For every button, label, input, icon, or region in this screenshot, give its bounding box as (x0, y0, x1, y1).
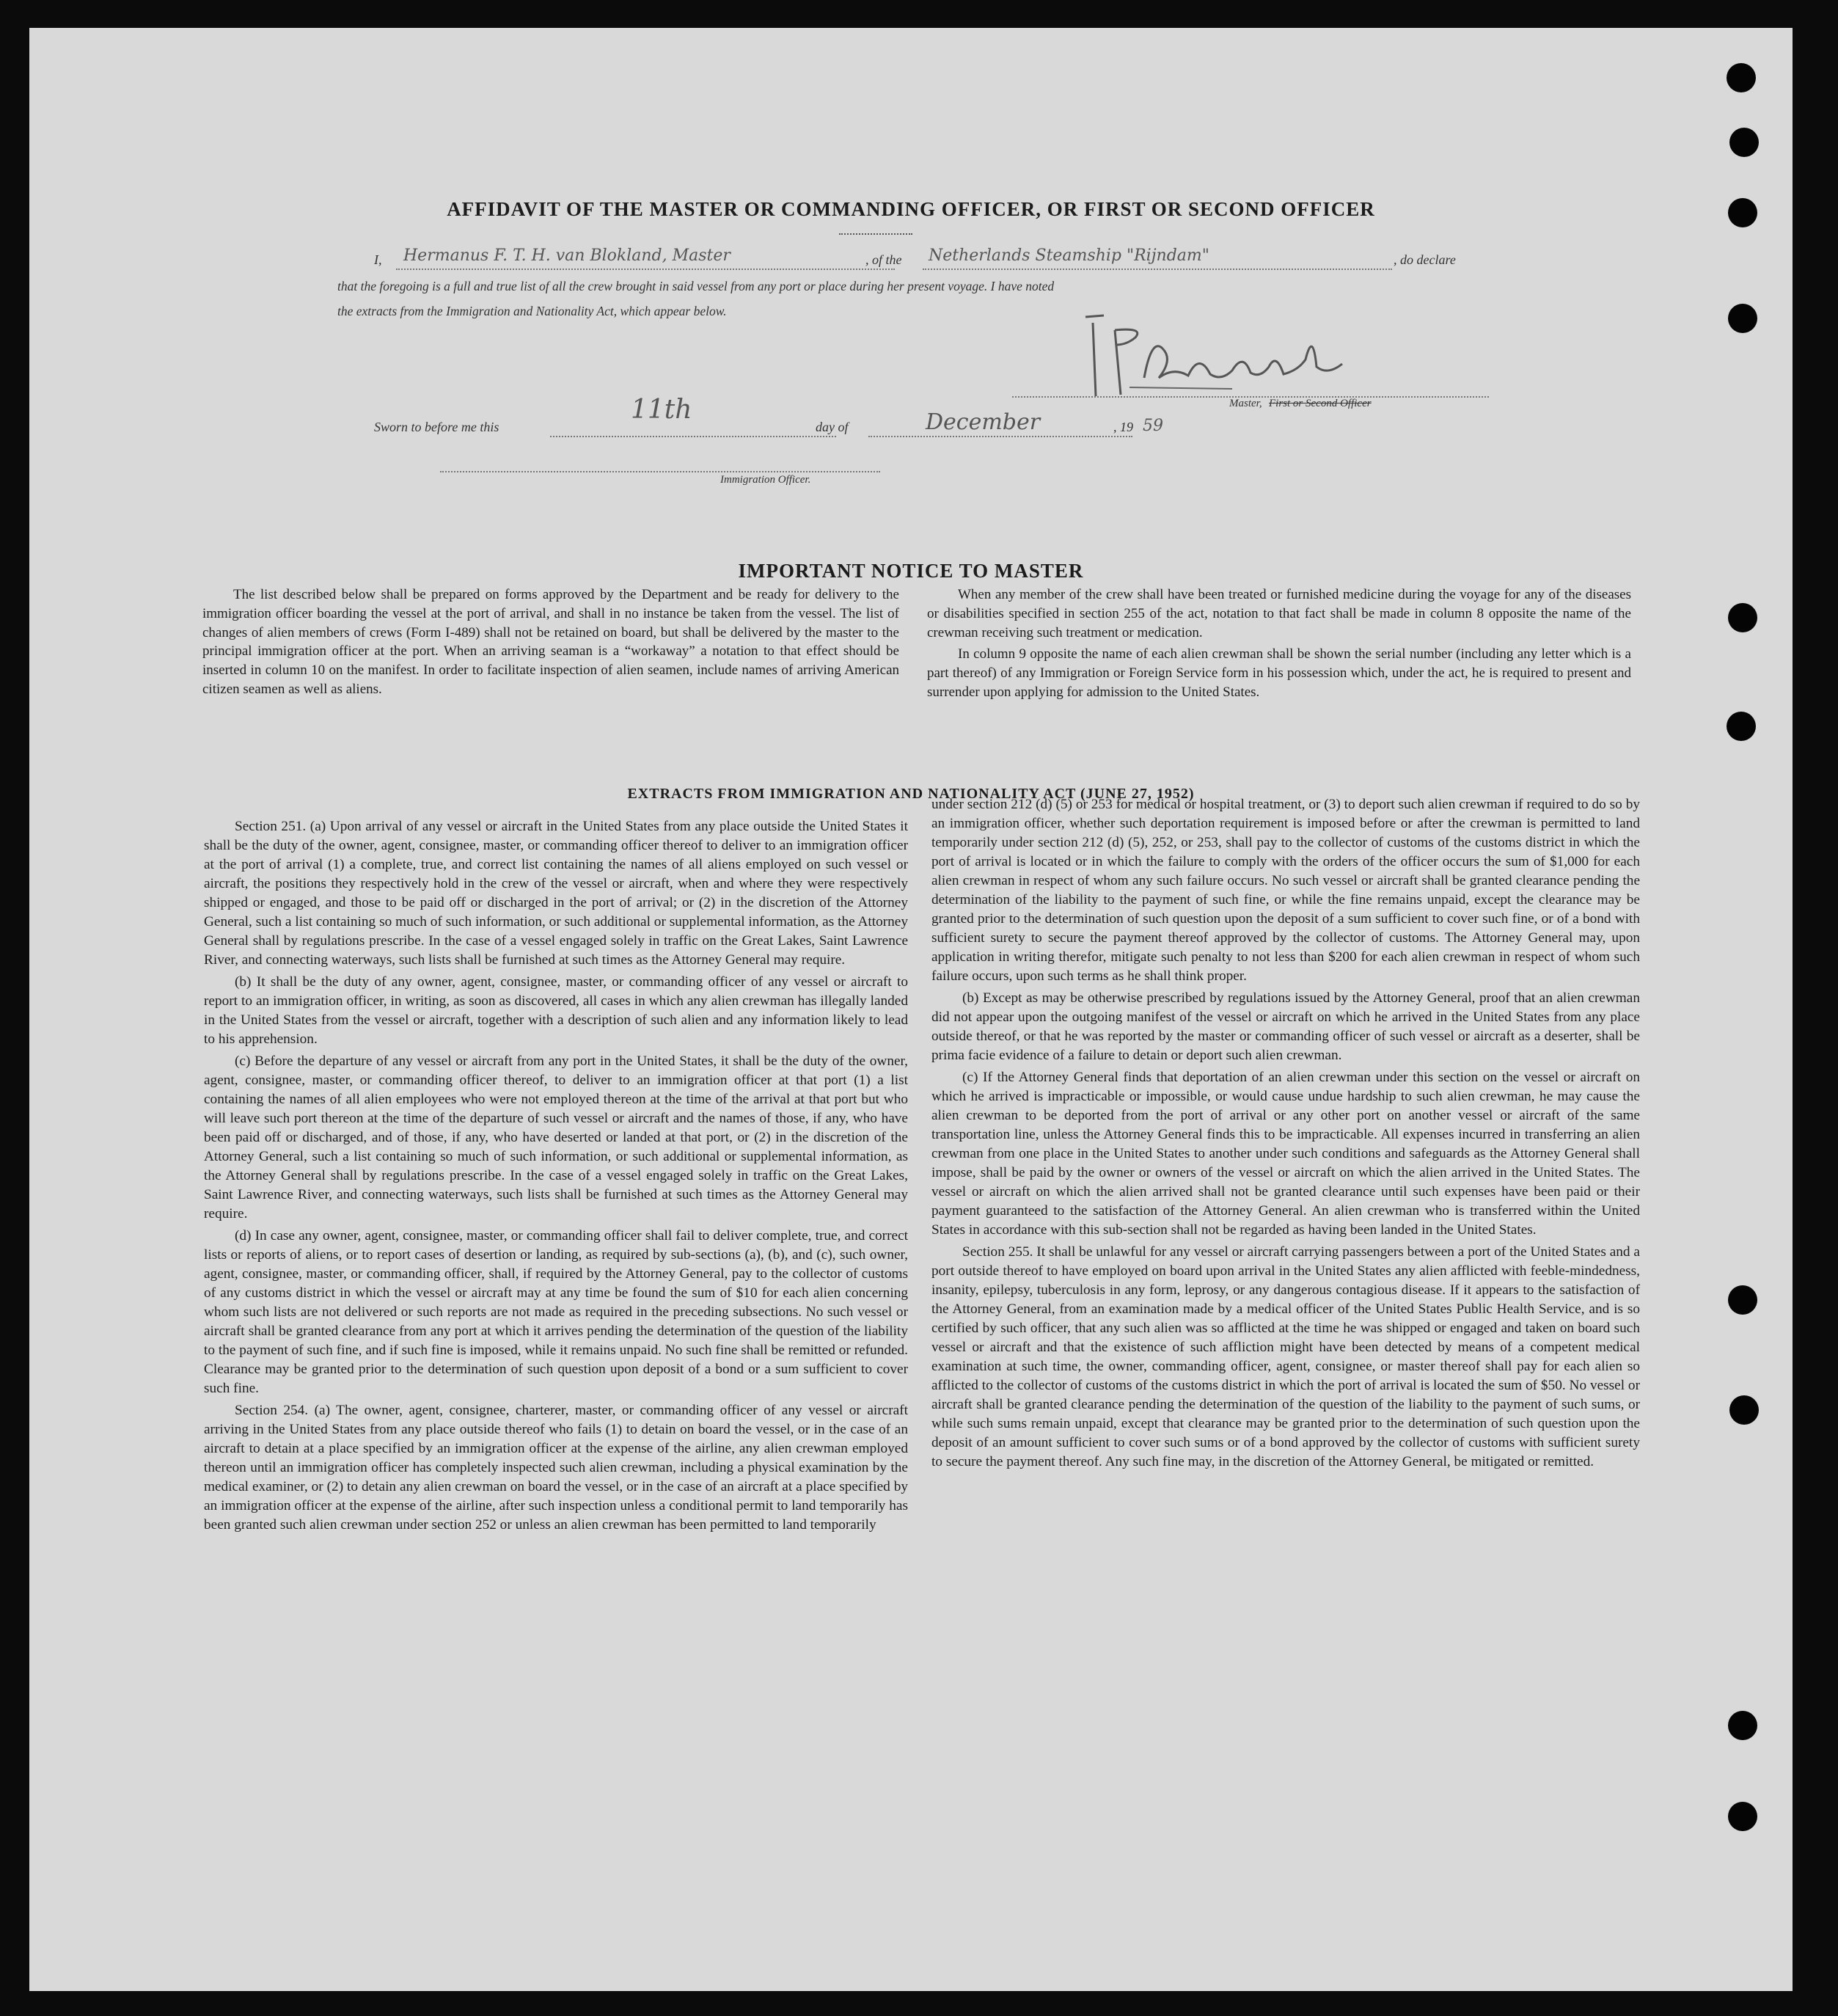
notice-left-column (202, 585, 899, 702)
do-declare-label: , do declare (1394, 252, 1456, 267)
notice-right-column (927, 585, 1631, 705)
notice-right-paragraph-2: In column 9 opposite the name of each alien crewman shall be shown the serial number (including any letter which is a part thereof) of any Immigration or Foreign Service form in his possession which, under the act, he is required to present and surrender upon applying for admission to the United States. (927, 646, 1631, 700)
master-caption: Master, (1229, 398, 1262, 409)
section-254-a-continued: under section 212 (d) (5) or 253 for medical or hospital treatment, or (3) to deport such alien crewman if required to do so by an immigration officer, whether such deportation requirement is imposed before or after the crewman is permitted to land temporarily under section 212 (d) (5), 252, or 253, shall pay to the collector of customs of the customs district in which the port of arrival is located or in which the failure to comply with the orders of the officer occurs the sum of $1,000 for each alien crewman in respect of whom any such failure occurs. No such vessel or aircraft shall be granted clearance pending the determination of the liability to the payment of such fine, or while the fine remains unpaid, except the clearance may be granted prior to the determination of such question upon the deposit of a sum sufficient to cover such fine, or of a bond with sufficient surety to secure the payment thereof approved by the collector of customs. The Attorney General may, upon application in writing therefor, mitigate such penalty to not less than $200 for each alien crewman in respect of whom such failure occurs, upon such terms as he shall think proper. (931, 797, 1640, 984)
immigration-officer-caption: Immigration Officer. (720, 474, 811, 486)
section-251-c: (c) Before the departure of any vessel or aircraft from any port in the United States, it shall be the duty of the owner, agent, consignee, master, or commanding officer thereof, to deliver to an immigration officer at that port (1) a list containing the names of all alien employees who were not employed thereon at the time of the arrival at that port but who will leave such port thereon at the time of the departure of such vessel or aircraft and the names of those, if any, who have been paid off or discharged, and of those, if any, who have deserted or landed at that port, or (2) in the discretion of the Attorney General, such a list containing so much of such information, or such additional or supplemental information, as the Attorney General shall by regulations prescribe. In the case of a vessel engaged solely in traffic on the Great Lakes, Saint Lawrence River, and connecting waterways, such lists shall be furnished at such times as the Attorney General may require. (204, 1053, 908, 1221)
binder-hole (1727, 712, 1756, 741)
i-prefix: I, (374, 252, 382, 267)
section-251-a: Section 251. (a) Upon arrival of any vessel or aircraft in the United States from any place outside the United States it shall be the duty of the owner, agent, consignee, master, or commanding officer thereof to deliver to an immigration officer at the port of arrival (1) a complete, true, and correct list containing the names of all aliens employed on such vessel or aircraft, the positions they respectively hold in the crew of the vessel or aircraft, when and where they were respectively shipped or engaged, and those to be paid off or discharged in the port of arrival; or (2) in the discretion of the Attorney General, such a list containing so much of such information, or such additional or supplemental information, as the Attorney General shall by regulations prescribe. In the case of a vessel engaged solely in traffic on the Great Lakes, Saint Lawrence River, and connecting waterways, such lists shall be furnished at such times as the Attorney General may require. (204, 819, 908, 968)
section-251-d: (d) In case any owner, agent, consignee, master, or commanding officer shall fail to deliver complete, true, and correct lists or reports of aliens, or to report cases of desertion or landing, as required by sub-sections (a), (b), and (c), such owner, agent, consignee, master, or commanding officer, shall, if required by the Attorney General, pay to the collector of customs of any customs district in which the vessel or aircraft may at any time be found the sum of $10 for each alien concerning whom such lists are not delivered or such reports are not made as required in the preceding subsections. No such vessel or aircraft shall be granted clearance from any port at which it arrives pending the determination of the question of the liability to the payment of such fine, and if such fine is imposed, while it remains unpaid. No such fine shall be remitted or refunded. Clearance may be granted prior to the determination of such question upon deposit of a bond or a sum sufficient to cover such fine. (204, 1228, 908, 1396)
notice-right-paragraph-1: When any member of the crew shall have been treated or furnished medicine during the voyage for any of the diseases or disabilities specified in section 255 of the act, notation to that fact shall be made in column 8 opposite the name of the crewman receiving such treatment or medication. (927, 587, 1631, 640)
extracts-left-column (204, 817, 908, 1538)
binder-hole (1728, 1802, 1757, 1831)
binder-hole (1729, 1395, 1759, 1425)
section-254-c: (c) If the Attorney General finds that deportation of an alien crewman under this section on the vessel or aircraft on which he arrived is impracticable or impossible, or would cause undue hardship to such alien crewman, he may cause the alien crewman to be deported from the port of arrival or any other port on another vessel or aircraft of the same transportation line, unless the Attorney General finds this to be impracticable. All expenses incurred in transferring an alien crewman from one place in the United States to another under such conditions and safeguards as the Attorney General shall impose, shall be paid by the owner or owners of the vessel or aircraft on which the alien arrived in the United States. The vessel or aircraft on which the alien arrived shall not be granted clearance until such expenses have been paid or their payment guaranteed to the satisfaction of the Attorney General. An alien crewman who is transferred within the United States in accordance with this sub-section shall not be regarded as having been landed in the United States. (931, 1070, 1640, 1238)
year-suffix-handwritten: 59 (1143, 417, 1163, 435)
binder-hole (1728, 1285, 1757, 1315)
binder-hole (1728, 304, 1757, 333)
declaration-line-3: the extracts from the Immigration and Nationality Act, which appear below. (337, 304, 727, 318)
binder-hole (1727, 63, 1756, 92)
sworn-month-line (868, 436, 1132, 437)
extracts-title: EXTRACTS FROM IMMIGRATION AND NATIONALITY ACT (JUNE 27, 1952) (627, 786, 1195, 802)
sworn-day-line (550, 436, 836, 437)
title-rule (839, 233, 912, 235)
section-251-b: (b) It shall be the duty of any owner, agent, consignee, master, or commanding officer of any vessel or aircraft to report to an immigration officer, in writing, as soon as discovered, all cases in which any alien crewman has illegally landed in the United States from the vessel or aircraft, together with a description of such alien and any information likely to lead to his apprehension. (204, 974, 908, 1047)
immigration-officer-line (440, 471, 880, 472)
sworn-month-handwritten: December (926, 409, 1041, 435)
notice-title: IMPORTANT NOTICE TO MASTER (738, 560, 1084, 582)
sworn-prefix: Sworn to before me this (374, 420, 499, 434)
binder-hole (1728, 1711, 1757, 1740)
binder-hole (1728, 603, 1757, 632)
vessel-name-line (923, 269, 1392, 270)
binder-hole (1729, 128, 1759, 157)
year-prefix: , 19 (1113, 420, 1133, 434)
day-of-label: day of (816, 420, 849, 434)
document-page (29, 28, 1793, 1991)
section-255: Section 255. It shall be unlawful for any vessel or aircraft carrying passengers between a port of the United States and a port outside thereof to have employed on board upon arrival in the United States any alien afflicted with feeble-mindedness, insanity, epilepsy, tuberculosis in any form, leprosy, or any dangerous contagious disease. If it appears to the satisfaction of the Attorney General, from an examination made by a medical officer of the United States Public Health Service, and is so certified by such officer, that any such alien was so afflicted at the time he was shipped or engaged and taken on board such vessel or aircraft and that the existence of such affliction might have been detected by means of a competent medical examination at such time, the owner, commanding officer, agent, consignee, or master thereof shall pay for each alien so afflicted to the collector of customs of the customs district in which the port of arrival is located the sum of $50. No vessel or aircraft shall be granted clearance pending the determination of the question of the liability to the payment of such sums, or while such sums remain unpaid, except that clearance may be granted prior to the determination of such question upon the deposit of an amount sufficient to cover such sums or of a bond approved by the collector of customs with sufficient surety to secure the payment thereof. Any such fine may, in the discretion of the Attorney General, be mitigated or remitted. (931, 1244, 1640, 1469)
notice-left-paragraph: The list described below shall be prepared on forms approved by the Department and be ready for delivery to the immigration officer boarding the vessel at the port of arrival, and shall in no instance be taken from the vessel. The list of changes of alien members of crews (Form I-489) shall not be retained on board, but shall be delivered by the master to the principal immigration officer at the port. When an arriving seaman is a “workaway” a notation to that effect should be inserted in column 10 on the manifest. In order to facilitate inspection of alien seamen, include names of arriving American citizen seamen as well as aliens. (202, 587, 899, 697)
master-name-handwritten: Hermanus F. T. H. van Blokland, Master (403, 246, 731, 265)
affidavit-title: AFFIDAVIT OF THE MASTER OR COMMANDING OFFICER, OR FIRST OR SECOND OFFICER (447, 198, 1375, 220)
sworn-day-handwritten: 11th (631, 395, 692, 425)
declaration-line-2: that the foregoing is a full and true list of all the crew brought in said vessel from any port or place during her present voyage. I have noted (337, 279, 1055, 293)
master-name-line (396, 269, 895, 270)
struck-officer-caption: First or Second Officer (1269, 398, 1372, 409)
section-254-b: (b) Except as may be otherwise prescribed by regulations issued by the Attorney General, proof that an alien crewman did not appear upon the outgoing manifest of the vessel or aircraft on which he arrived in the United States from any place outside thereof, or that he was reported by the master or commanding officer of such vessel or aircraft as a deserter, shall be prima facie evidence of a failure to detain or deport such alien crewman. (931, 990, 1640, 1063)
extracts-right-column (931, 795, 1640, 1475)
of-the-label: , of the (865, 252, 902, 267)
vessel-name-handwritten: Netherlands Steamship "Rijndam" (929, 246, 1209, 265)
section-254-a: Section 254. (a) The owner, agent, consignee, charterer, master, or commanding officer of any vessel or aircraft arriving in the United States from any place outside thereof who fails (1) to detain on board the vessel, or in the case of an aircraft to detain at a place specified by an immigration officer at the expense of the airline, any alien crewman employed thereon until an immigration officer has completely inspected such alien crewman, including a physical examination by the medical examiner, or (2) to detain any alien crewman on board the vessel, or in the case of an aircraft at a place specified by an immigration officer at the expense of the airline, after such inspection unless a conditional permit to land temporarily has been granted such alien crewman under section 252 or unless an alien crewman has been permitted to land temporarily (204, 1403, 908, 1533)
signature-text (1159, 355, 1302, 373)
